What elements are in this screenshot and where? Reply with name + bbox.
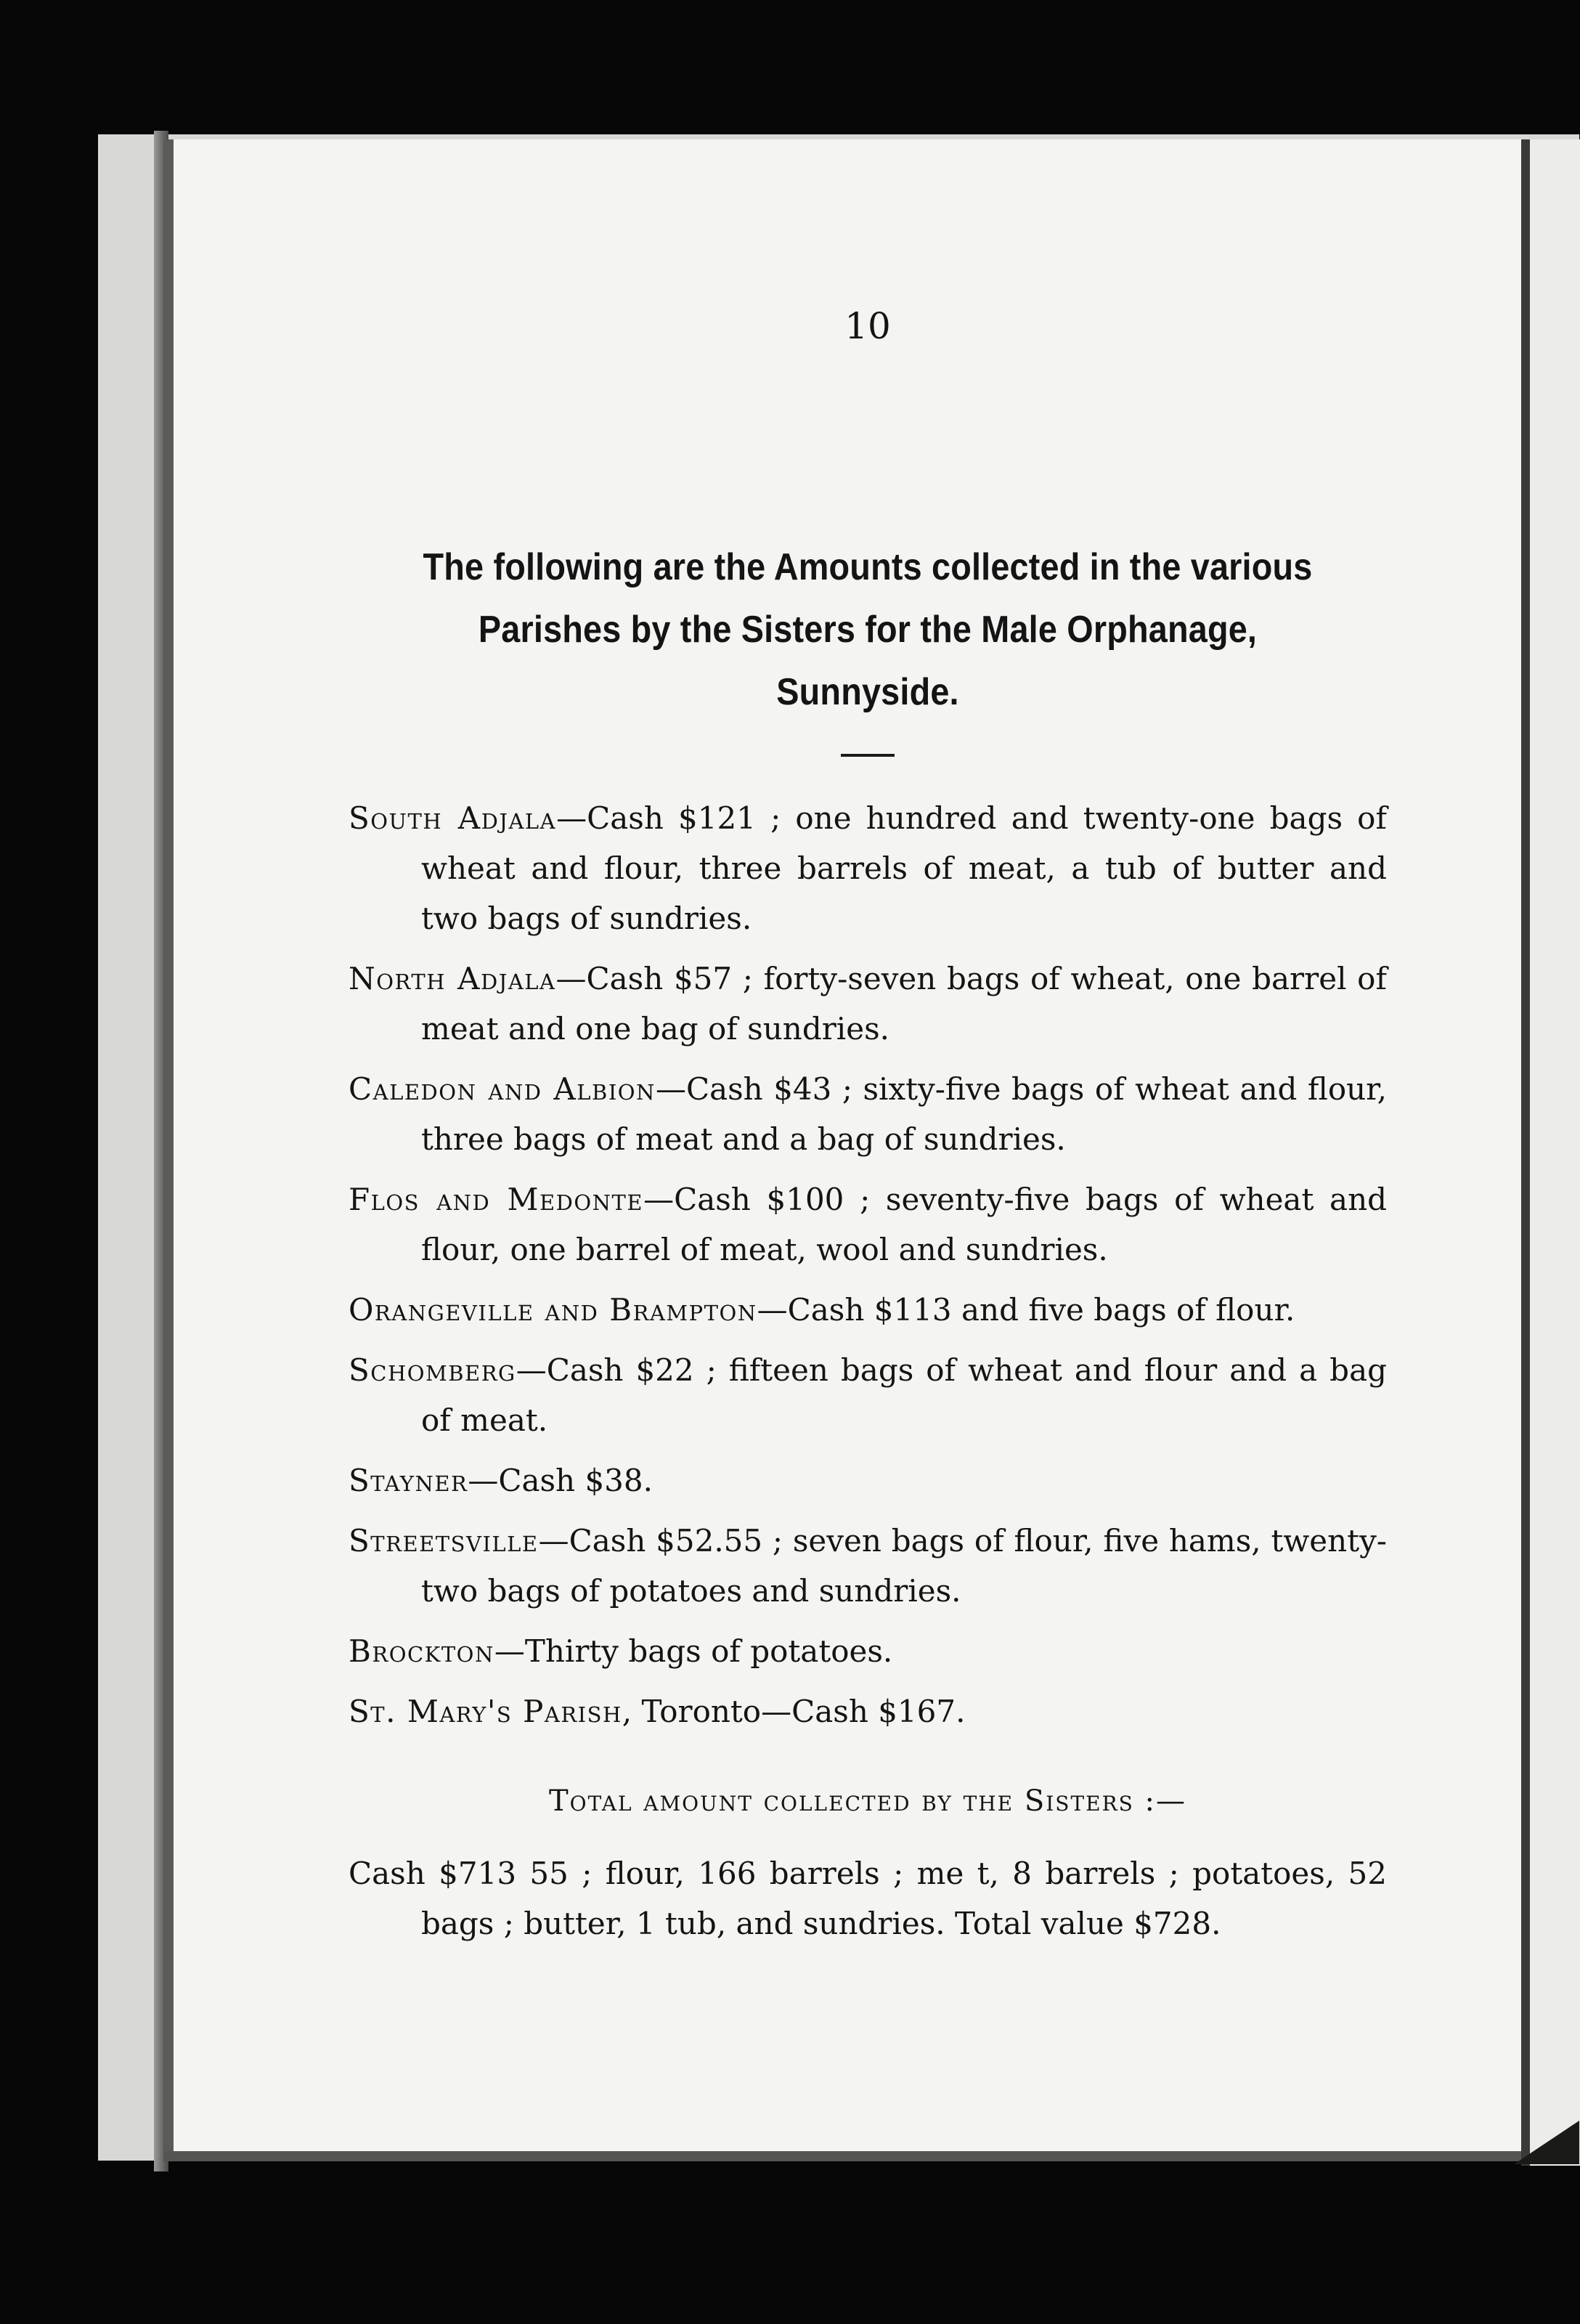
entry-place: St. Mary's Parish (349, 1694, 622, 1729)
entry-text: —Cash $22 ; fifteen bags of wheat and flour and a bag of meat. (421, 1352, 1387, 1438)
entry-text: , Toronto—Cash $167. (622, 1694, 966, 1729)
entry-text: —Cash $43 ; sixty-five bags of wheat and flour, three bags of meat and a bag of sundries. (421, 1071, 1387, 1157)
total-heading: Total amount collected by the Sisters :— (548, 1784, 1187, 1818)
entry-place: Caledon and Albion (349, 1071, 656, 1107)
entry-place: Schomberg (349, 1352, 516, 1388)
entry-text: —Cash $113 and five bags of flour. (757, 1292, 1295, 1328)
entry-south-adjala (349, 793, 1387, 943)
entry-text: —Cash $57 ; forty-seven bags of wheat, one barrel of meat and one bag of sundries. (421, 961, 1387, 1047)
entry-streetsville (349, 1516, 1387, 1616)
entry-place: Stayner (349, 1463, 468, 1498)
entry-schomberg (349, 1345, 1387, 1445)
page-corner (1514, 2121, 1579, 2164)
entry-stayner (349, 1455, 1387, 1506)
entry-place: Streetsville (349, 1523, 539, 1559)
section-divider (841, 754, 895, 757)
page-content (349, 305, 1387, 1979)
entry-orangeville-and-brampton (349, 1285, 1387, 1335)
entry-brockton (349, 1626, 1387, 1676)
heading-line-1: The following are the Amounts collected in the various (423, 546, 1313, 588)
entry-text: —Cash $121 ; one hundred and twenty-one bags of wheat and flour, three barrels of meat, a tub of butter and two bags of sundries. (421, 800, 1388, 936)
entry-place: North Adjala (349, 961, 556, 996)
entry-caledon-and-albion (349, 1064, 1387, 1164)
entry-text: —Thirty bags of potatoes. (494, 1633, 893, 1669)
entry-text: —Cash $52.55 ; seven bags of flour, five hams, twenty-two bags of potatoes and sundries. (421, 1523, 1387, 1609)
entry-text: —Cash $100 ; seventy-five bags of wheat and flour, one barrel of meat, wool and sundries. (421, 1182, 1387, 1267)
heading-line-2: Parishes by the Sisters for the Male Orphanage, (478, 609, 1258, 651)
entry-place: Brockton (349, 1633, 494, 1669)
total-summary: Cash $713 55 ; flour, 166 barrels ; me t, 8 barrels ; potatoes, 52 bags ; butter, 1 tub, and sundries. Total value $728. (349, 1856, 1387, 1941)
entry-place: Orangeville and Brampton (349, 1292, 757, 1328)
heading-line-3: Sunnyside. (776, 671, 959, 713)
entry-flos-and-medonte (349, 1174, 1387, 1275)
next-page-edge (1521, 139, 1580, 2166)
page-bottom-edge (163, 2151, 1521, 2161)
entry-st-marys-parish (349, 1686, 1387, 1736)
entry-place: South Adjala (349, 800, 557, 836)
entry-text: —Cash $38. (468, 1463, 653, 1498)
entry-place: Flos and Medonte (349, 1182, 644, 1217)
page-number: 10 (844, 305, 891, 347)
page-heading (401, 536, 1335, 723)
entry-north-adjala (349, 954, 1387, 1054)
